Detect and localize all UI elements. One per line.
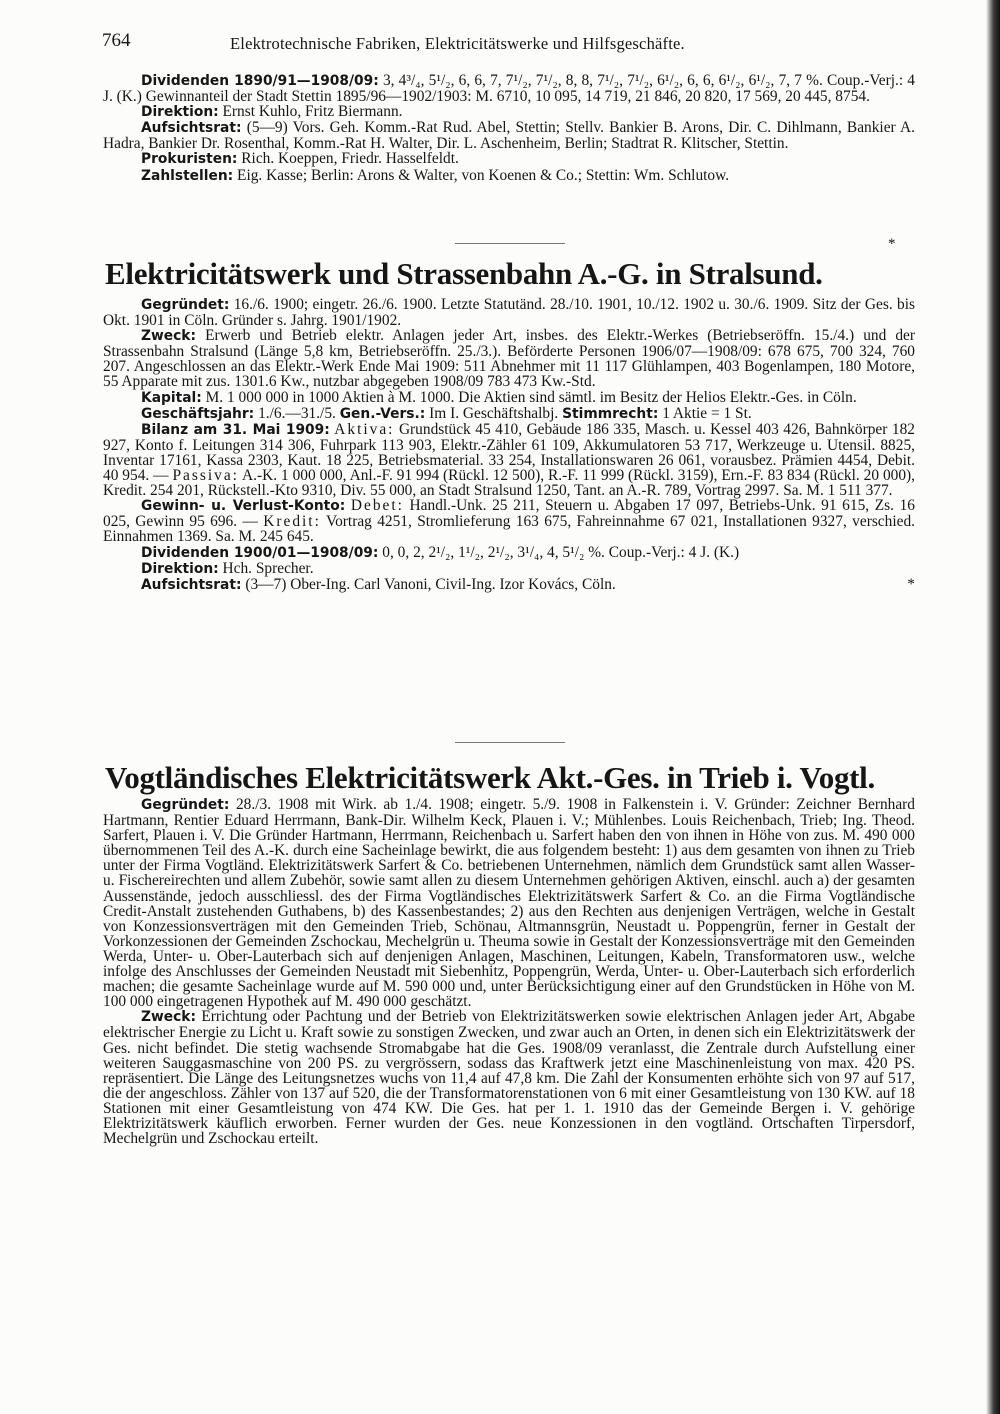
page-number: 764: [102, 30, 131, 51]
company-title-trieb: Vogtländisches Elektricitätswerk Akt.-Ges. in Trieb i. Vogtl.: [105, 760, 875, 795]
gegruendet-paragraph: Gegründet: 28./3. 1908 mit Wirk. ab 1./4. 1908; eingetr. 5./9. 1908 in Falkenstein i. V. Gründer: Zeichner Bernhard Hartmann, Rentier Eduard Herrmann, Bank-Dir. Wilhelm Keck, Plauen i. V.; Mühlenbes. Louis Reichenbach, Trieb; Ing. Theod. Sarfert, Plauen i. V. Die Gründer Hartmann, Herrmann, Reichenbach u. Sarfert haben den von ihnen in Höhe von zus. M. 490 000 übernommenen Teil des A.-K. durch eine Sacheinlage bewirkt, die aus folgendem besteht: 1) aus dem gesamten von ihnen zu Trieb unter der Firma Vogtländ. Elektrizitätswerk Sarfert & Co. betriebenen Unternehmen, nämlich dem Grundstück samt allen Wasser- u. Fischereirechten und allem Zubehör, sowie samt allen zu diesem Unternehmen gehörigen Aktiven, einschl. auch a) der gesamten Aussenstände, jedoch ausschliessl. des der Firma Vogtländisches Elektrizitätswerk Sarfert & Co. an die Firma Vogtländische Credit-Anstalt zustehenden Guthabens, b) des Kassenbestandes; 2) aus den Rechten aus denjenigen Verträgen, welche in Gestalt von Konzessionsverträgen mit den Gemeinden Trieb, Schönau, Altmannsgrün, Neustadt u. Poppengrün, ferner in Gestalt der Vorkonzessionen der Gemeinden Zschockau, Mechelgrün u. Theuma sowie in Gestalt der Konzessionsverträge mit den Gemeinden Werda, Unter- u. Ober-Lauterbach sich auf denjenigen Anlagen, Maschinen, Leitungen, Kabeln, Transformatoren usw., welche infolge des Anschlusses der Gemeinden Neustadt mit Siebenhitz, Poppengrün, Werda, Unter- u. Ober-Lauterbach sich erforderlich machen; die gesamte Sacheinlage wurde auf M. 590 000 und, unter Berücksichtigung einer auf den Grundstücken in Höhe von M. 100 000 eingetragenen Hypothek auf M. 490 000 geschätzt.: [103, 796, 915, 1011]
dividenden-paragraph: Dividenden 1890/91—1908/09: 3, 4³/₄, 5¹/₂, 6, 6, 7, 7¹/₂, 7¹/₂, 8, 8, 7¹/₂, 7¹/₂, 6¹/₂, 6, 6, 6¹/₂, 6¹/₂, 7, 7 %. Coup.-Verj.: 4 J. (K.) Gewinnanteil der Stadt Stettin 1895/96—1902/1903: M. 6710, 10 095, 14 719, 21 846, 20 820, 17 569, 20 445, 8754.: [103, 72, 915, 106]
kapital-paragraph: Kapital: M. 1 000 000 in 1000 Aktien à M. 1000. Die Aktien sind sämtl. im Besitz der Helios Elektr.-Ges. in Cöln.: [141, 388, 857, 406]
zahlstellen-paragraph: Zahlstellen: Eig. Kasse; Berlin: Arons & Walter, von Koenen & Co.; Stettin: Wm. Schlutow.: [141, 166, 730, 184]
section-divider: [455, 742, 565, 743]
section-divider: [455, 243, 565, 244]
bilanz-paragraph: Bilanz am 31. Mai 1909: Aktiva: Grundstück 45 410, Gebäude 186 335, Masch. u. Kessel 403 426, Bahnkörper 182 927, Konto f. Leitungen 314 306, Fuhrpark 113 903, Elektr.-Zähler 61 109, Akkumulatoren 53 717, Werkzeuge u. Utensil. 8825, Inventar 17161, Kassa 2303, Kaut. 18 225, Betriebsmaterial. 33 254, Installationswaren 26 061, vorausbez. Prämien 4454, Debit. 40 954. — Passiva: A.-K. 1 000 000, Anl.-F. 91 994 (Rückl. 12 500), R.-F. 11 999 (Rückl. 3159), Ern.-F. 83 834 (Rückl. 20 000), Kredit. 254 201, Rückstell.-Kto 9310, Div. 55 000, an Stadt Stralsund 1250, Tant. an A.-R. 789, Vortrag 2997. Sa. M. 1 511 377.: [103, 420, 915, 500]
section-trieb: [103, 797, 915, 1146]
dividenden-paragraph: Dividenden 1900/01—1908/09: 0, 0, 2, 2¹/₂, 1¹/₂, 2¹/₂, 3¹/₄, 4, 5¹/₂ %. Coup.-Verj.: 4 J. (K.): [141, 543, 740, 561]
direktion-paragraph: Direktion: Hch. Sprecher.: [141, 559, 314, 577]
page-header: [102, 30, 922, 60]
page-edge-shadow: [986, 0, 1000, 1414]
direktion-paragraph: Direktion: Ernst Kuhlo, Fritz Biermann.: [141, 103, 403, 121]
company-title-stralsund: Elektricitätswerk und Strassenbahn A.-G. in Stralsund.: [105, 256, 823, 291]
prokuristen-paragraph: Prokuristen: Rich. Koeppen, Friedr. Hasselfeldt.: [141, 150, 459, 168]
gegruendet-paragraph: Gegründet: 16./6. 1900; eingetr. 26./6. 1900. Letzte Statutänd. 28./10. 1901, 10./12. 1902 u. 30./6. 1909. Sitz der Ges. bis Okt. 1901 in Cöln. Gründer s. Jahrg. 1901/1902.: [103, 296, 915, 330]
section-stralsund: [103, 297, 915, 593]
zweck-paragraph: Zweck: Erwerb und Betrieb elektr. Anlagen jeder Art, insbes. des Elektr.-Werkes (Betriebseröffn. 15./4.) und der Strassenbahn Stralsund (Länge 5,8 km, Betriebseröffn. 25./3.). Beförderte Personen 1906/07—1908/09: 678 675, 700 324, 760 207. Angeschlossen an das Elektr.-Werk Ende Mai 1909: 511 Abnehmer mit 11 117 Glühlampen, 403 Bogenlampen, 180 Motore, 55 Apparate mit zus. 1301.6 Kw., nutzbar abgegeben 1908/09 783 473 Kw.-Std.: [103, 327, 915, 391]
gewinn-verlust-paragraph: Gewinn- u. Verlust-Konto: Debet: Handl.-Unk. 25 211, Steuern u. Abgaben 17 097, Betriebs-Unk. 91 615, Zs. 16 025, Gewinn 95 696. — Kredit: Vortrag 4251, Stromlieferung 163 675, Fahreinnahme 67 021, Installationen 9327, verschied. Einnahmen 1369. Sa. M. 245 645.: [103, 497, 915, 546]
running-head: Elektrotechnische Fabriken, Elektricitätswerke und Hilfsgeschäfte.: [230, 34, 685, 53]
section2-end-mark: *: [907, 575, 915, 593]
aufsichtsrat-paragraph: Aufsichtsrat: (5—9) Vors. Geh. Komm.-Rat Rud. Abel, Stettin; Stellv. Bankier B. Arons, Dir. C. Dihlmann, Bankier A. Hadra, Bankier Dr. Rosenthal, Komm.-Rat H. Walter, Dir. L. Aschenheim, Berlin; Stadtrat R. Klitscher, Stettin.: [103, 119, 915, 153]
section1-end-mark: *: [888, 236, 896, 252]
geschaeftsjahr-paragraph: Geschäftsjahr: 1./6.—31./5. Gen.-Vers.: Im I. Geschäftshalbj. Stimmrecht: 1 Aktie = 1 St.: [141, 404, 752, 422]
zweck-paragraph: Zweck: Errichtung oder Pachtung und der Betrieb von Elektrizitätswerken sowie elektrischen Anlagen jeder Art, Abgabe elektrischer Energie zu Licht u. Kraft sowie zu sonstigen Zwecken, und zwar auch an Orten, in denen sich ein Elektrizitätswerk der Ges. nicht befindet. Die stetig wachsende Stromabgabe hat die Ges. 1908/09 veranlasst, die Zentrale durch Aufstellung einer weiteren Sauggasmaschine von 200 PS. zu vergrössern, sodass das Kraftwerk jetzt eine Maschinenleistung von max. 420 PS. repräsentiert. Die Länge des Leitungsnetzes wuchs von 11,4 auf 47,8 km. Die Zahl der Konsumenten erhöhte sich von 97 auf 517, die der angeschloss. Zähler von 137 auf 520, die der Transformatorenstationen von 6 mit einer Gesamtleistung von 130 KW. auf 18 Stationen mit einer Gesamtleistung von 474 KW. Die Ges. hat per 1. 1. 1910 das der Gemeinde Bergen i. V. gehörige Elektrizitätswerk käuflich erworben. Ferner wurden der Ges. neue Konzessionen in den vogtländ. Ortschaften Tirpersdorf, Mechelgrün und Zschockau erteilt.: [103, 1008, 915, 1148]
section-continuation: [103, 73, 915, 184]
aufsichtsrat-paragraph: * Aufsichtsrat: (3—7) Ober-Ing. Carl Vanoni, Civil-Ing. Izor Kovács, Cöln.: [141, 575, 915, 593]
